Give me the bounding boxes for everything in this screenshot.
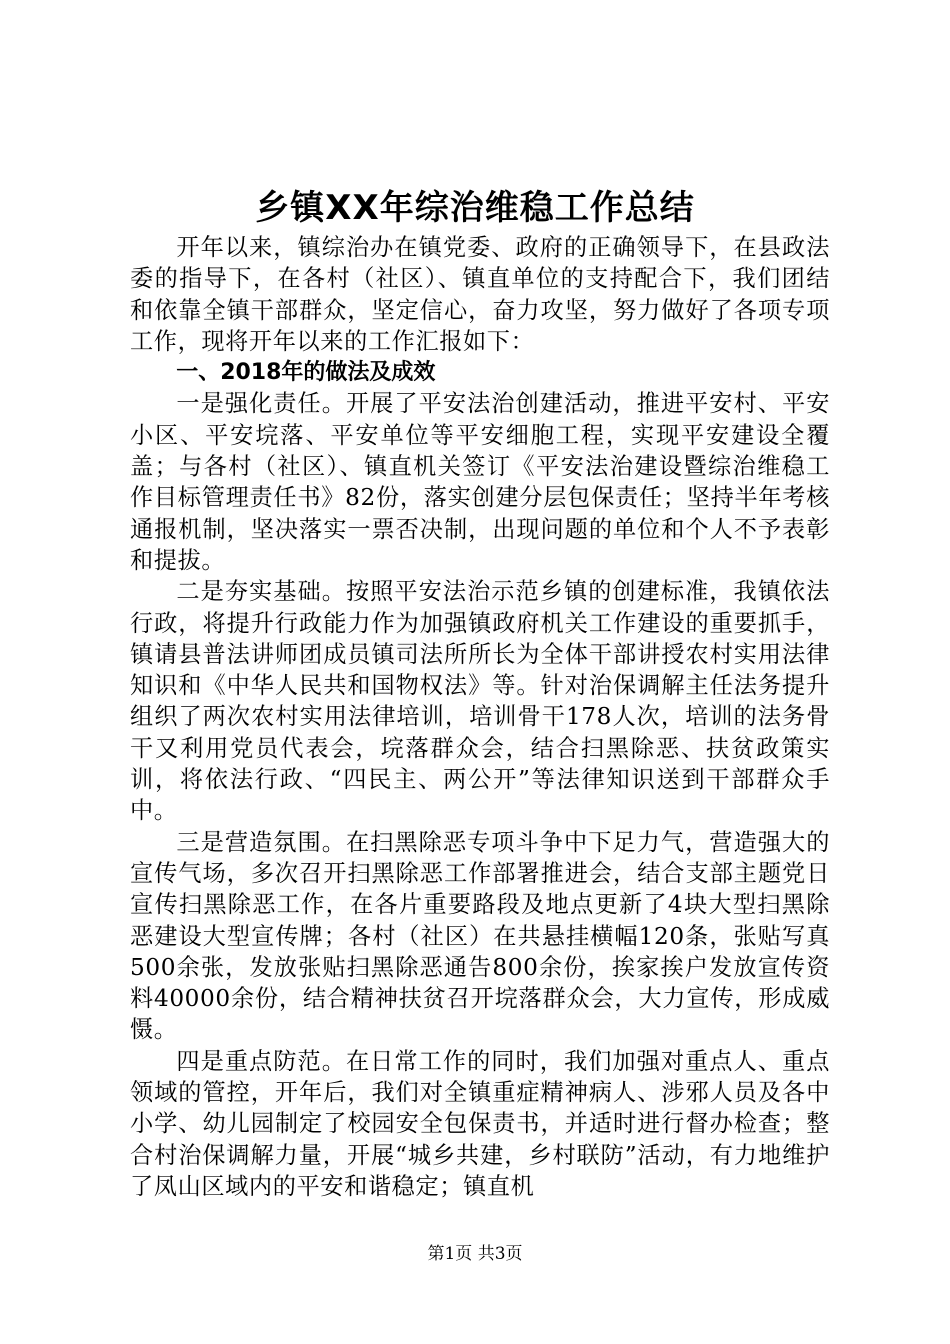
section-heading: 一、2018年的做法及成效 (176, 360, 436, 386)
paragraph-prevention: 四是重点防范。在日常工作的同时，我们加强对重点人、重点领域的管控，开年后，我们对全镇重症精神病人、涉邪人员及各中小学、幼儿园制定了校园安全包保责书，并适时进行督办检查；整合村治保调解力量，开展“城乡共建，乡村联防”活动，有力地维护了凤山区域内的平安和谐稳定；镇直机 (130, 1047, 830, 1200)
paragraph-foundation: 二是夯实基础。按照平安法治示范乡镇的创建标准，我镇依法行政，将提升行政能力作为加强镇政府机关工作建设的重要抓手，镇请县普法讲师团成员镇司法所所长为全体干部讲授农村实用法律知识和《中华人民共和国物权法》等。针对治保调解主任法务提升组织了两次农村实用法律培训，培训骨干178人次，培训的法务骨干又利用党员代表会，垸落群众会，结合扫黑除恶、扶贫政策实训，将依法行政、“四民主、两公开”等法律知识送到干部群众手中。 (130, 578, 830, 825)
document-body (130, 232, 830, 1202)
page-footer: 第1页 共3页 (427, 1244, 523, 1264)
intro-paragraph: 开年以来，镇综治办在镇党委、政府的正确领导下，在县政法委的指导下，在各村（社区）、镇直单位的支持配合下，我们团结和依靠全镇干部群众，坚定信心，奋力攻坚，努力做好了各项专项工作，现将开年以来的工作汇报如下： (130, 234, 830, 355)
paragraph-atmosphere: 三是营造氛围。在扫黑除恶专项斗争中下足力气，营造强大的宣传气场，多次召开扫黑除恶工作部署推进会，结合支部主题党日宣传扫黑除恶工作，在各片重要路段及地点更新了4块大型扫黑除恶建设大型宣传牌；各村（社区）在共悬挂横幅120条，张贴写真500余张，发放张贴扫黑除恶通告800余份，挨家挨户发放宣传资料40000余份，结合精神扶贫召开垸落群众会，大力宣传，形成威慑。 (130, 828, 830, 1044)
paragraph-responsibility: 一是强化责任。开展了平安法治创建活动，推进平安村、平安小区、平安垸落、平安单位等平安细胞工程，实现平安建设全覆盖；与各村（社区）、镇直机关签订《平安法治建设暨综治维稳工作目标管理责任书》82份，落实创建分层包保责任；坚持半年考核通报机制，坚决落实一票否决制，出现问题的单位和个人不予表彰和提拔。 (130, 390, 830, 574)
document-title: 乡镇XX年综治维稳工作总结 (255, 188, 695, 228)
